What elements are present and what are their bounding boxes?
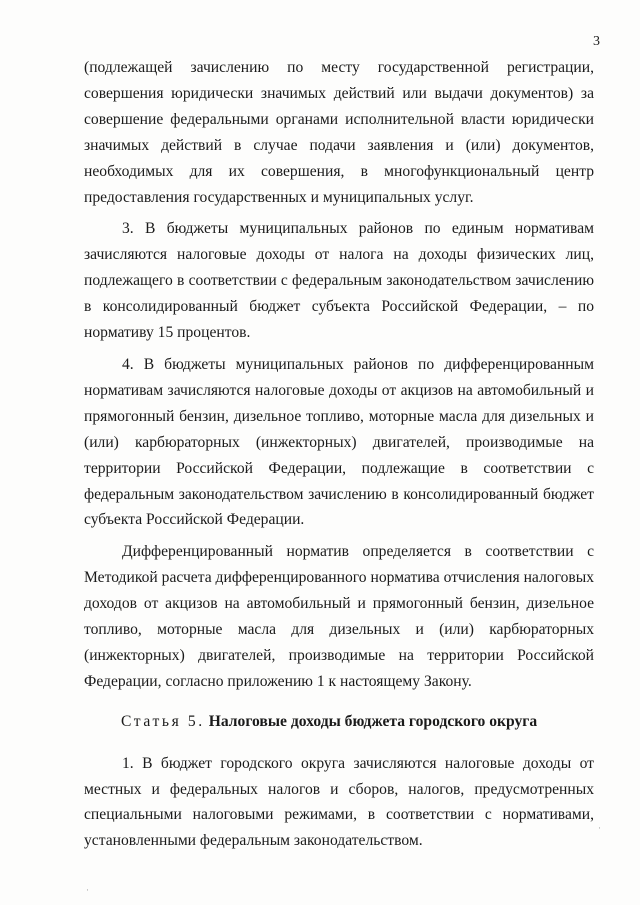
paragraph-article5-item-1: 1. В бюджет городского округа зачисляются налоговые доходы от местных и федеральных налогов и сборов, налогов, предусмотренных специальными налоговыми режимами, в соответствии с нормативами, установленными федеральным законодательством. bbox=[84, 754, 594, 850]
document-body bbox=[84, 55, 594, 854]
scan-mark: · bbox=[598, 823, 601, 833]
article-label: Статья 5. bbox=[121, 712, 205, 730]
paragraph-item-3: 3. В бюджеты муниципальных районов по единым нормативам зачисляются налоговые доходы от налога на доходы физических лиц, подлежащего в соответствии с федеральным законодательством зачислению в консолидированный бюджет субъекта Российской Федерации, – по нормативу 15 процентов. bbox=[84, 220, 594, 342]
article-title: Налоговые доходы бюджета городского округа bbox=[208, 712, 538, 730]
scan-mark: · bbox=[86, 885, 89, 895]
page-number: 3 bbox=[593, 34, 600, 49]
paragraph-continuation: (подлежащей зачислению по месту государственной регистрации, совершения юридически значимых действий или выдачи документов) за совершение федеральными органами исполнительной власти юридически значимых действий в случае подачи заявления и (или) документов, необходимых для их совершения, в многофункциональный центр предоставления государственных и муниципальных услуг. bbox=[84, 59, 594, 206]
paragraph-differentiated-norm: Дифференцированный норматив определяется в соответствии с Методикой расчета дифференцированного норматива отчисления налоговых доходов от акцизов на автомобильный и прямогонный бензин, дизельное топливо, моторные масла для дизельных и (или) карбюраторных (инжекторных) двигателей, производимые на территории Российской Федерации, согласно приложению 1 к настоящему Закону. bbox=[84, 543, 595, 690]
article-heading bbox=[84, 709, 594, 735]
paragraph-item-4: 4. В бюджеты муниципальных районов по дифференцированным нормативам зачисляются налоговые доходы от акцизов на автомобильный и прямогонный бензин, дизельное топливо, моторные масла для дизельных и (или) карбюраторных (инжекторных) двигателей, производимые на территории Российской Федерации, подлежащие в соответствии с федеральным законодательством зачислению в консолидированный бюджет субъекта Российской Федерации. bbox=[84, 355, 594, 529]
